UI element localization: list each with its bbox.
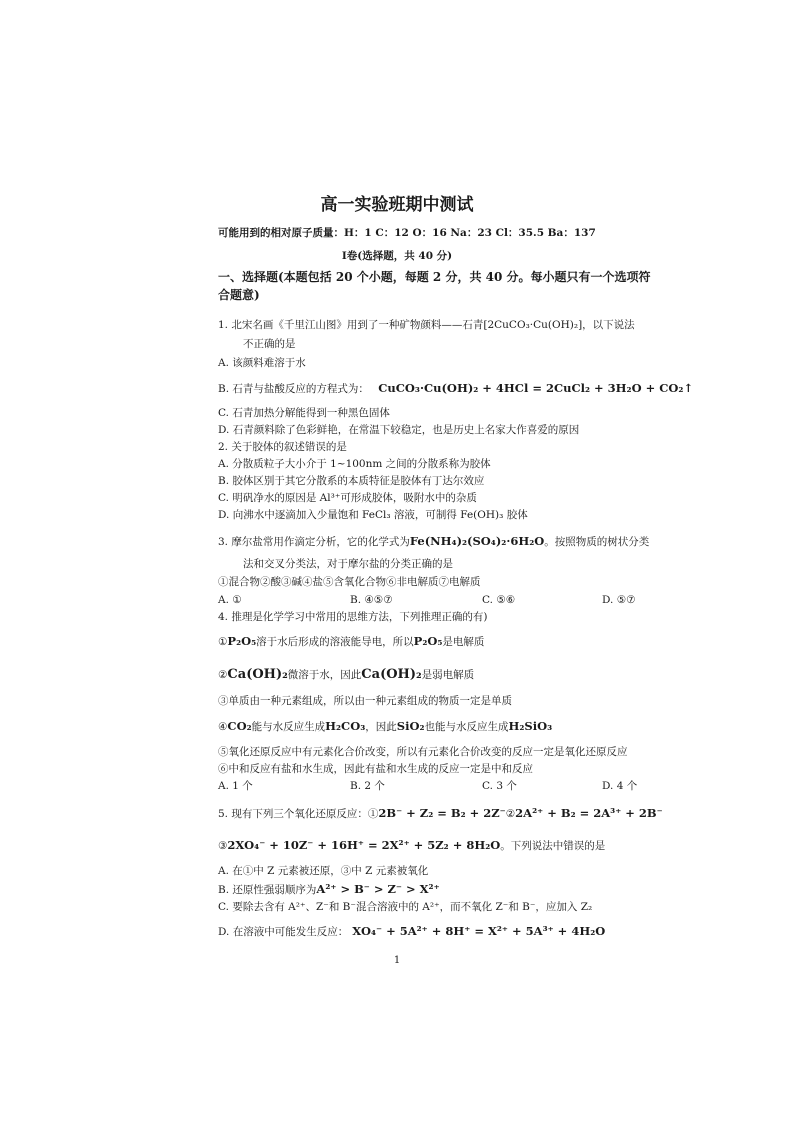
q4-s1-formula2: P₂O₅	[413, 634, 443, 648]
q1-stem-line2: 不正确的是	[243, 338, 296, 350]
q5-reaction-3: 2XO₄⁻ + 10Z⁻ + 16H⁺ = 2X²⁺ + 5Z₂ + 8H₂O	[227, 838, 501, 852]
q4-option-d: D. 4 个	[602, 780, 638, 792]
q4-s4-formula4: H₂SiO₃	[508, 719, 553, 733]
atomic-masses: 可能用到的相对原子质量：H：1 C：12 O：16 Na：23 Cl：35.5 Ba：137	[218, 227, 596, 239]
q1-option-d: D. 石青颜料除了色彩鲜艳，在常温下较稳定，也是历史上名家大作喜爱的原因	[218, 424, 580, 436]
q5-reaction-1: 2B⁻ + Z₂ = B₂ + 2Z⁻	[378, 806, 506, 820]
q4-statement-3: ③单质由一种元素组成，所以由一种元素组成的物质一定是单质	[218, 695, 512, 707]
q2-stem: 2. 关于胶体的叙述错误的是	[218, 441, 347, 453]
q4-s2-text: 微溶于水，因此	[287, 669, 362, 681]
q5-option-d	[218, 924, 605, 939]
q4-s1-marker: ①	[218, 636, 228, 648]
q2-option-a: A. 分散质粒子大小介于 1~100nm 之间的分散系称为胶体	[218, 458, 491, 470]
q5-stem-text-b: ②	[505, 808, 516, 820]
q3-stem-text-b: 。按照物质的树状分类	[544, 536, 650, 548]
q4-s4-text3: 也能与水反应生成	[424, 721, 509, 733]
q4-s4-text1: 能与水反应生成	[251, 721, 326, 733]
q5-option-d-text: D. 在溶液中可能发生反应：	[218, 926, 349, 938]
q4-statement-2	[218, 668, 474, 682]
q1-option-b-formula: CuCO₃·Cu(OH)₂ + 4HCl = 2CuCl₂ + 3H₂O + CO₂↑	[378, 381, 694, 395]
q3-option-d: D. ⑤⑦	[602, 594, 636, 606]
q3-stem-line2: 法和交叉分类法，对于摩尔盐的分类正确的是	[243, 558, 453, 570]
q4-statement-4	[218, 719, 552, 734]
q5-reaction-2: 2A²⁺ + B₂ = 2A³⁺ + 2B⁻	[515, 806, 663, 820]
q1-stem-line1: 1. 北宋名画《千里江山图》用到了一种矿物颜料——石青[2CuCO₃·Cu(OH)₂]，以下说法	[218, 319, 635, 331]
q4-option-a: A. 1 个	[218, 780, 253, 792]
q3-formula: Fe(NH₄)₂(SO₄)₂·6H₂O	[409, 534, 545, 548]
q5-stem-text-c: ③	[218, 840, 228, 852]
q5-option-d-formula: XO₄⁻ + 5A²⁺ + 8H⁺ = X²⁺ + 5A³⁺ + 4H₂O	[352, 924, 606, 938]
q5-option-b	[218, 882, 440, 897]
q4-s2-text-end: 是弱电解质	[421, 669, 475, 681]
q4-stem: 4. 推理是化学学习中常用的思维方法，下列推理正确的有)	[218, 611, 488, 623]
q3-option-a: A. ①	[218, 594, 242, 606]
q5-option-a: A. 在①中 Z 元素被还原，③中 Z 元素被氧化	[218, 865, 429, 877]
q1-option-c: C. 石青加热分解能得到一种黑色固体	[218, 407, 390, 419]
q5-stem-text-d: 。下列说法中错误的是	[500, 840, 606, 852]
q4-s4-text2: ，因此	[365, 721, 397, 733]
section-heading-line1: 一、选择题(本题包括 20 个小题，每题 2 分，共 40 分。每小题只有一个选项符	[218, 270, 651, 284]
q4-statement-6: ⑥中和反应有盐和水生成，因此有盐和水生成的反应一定是中和反应	[218, 763, 533, 775]
q4-option-b: B. 2 个	[350, 780, 385, 792]
q5-stem-text-a: 5. 现有下列三个氧化还原反应：①	[218, 808, 379, 820]
q2-option-d: D. 向沸水中逐滴加入少量饱和 FeCl₃ 溶液，可制得 Fe(OH)₃ 胶体	[218, 509, 528, 521]
q4-s2-marker: ②	[218, 669, 228, 681]
q5-stem-line2	[218, 838, 605, 853]
q4-s4-formula3: SiO₂	[396, 719, 425, 733]
q4-statement-1	[218, 634, 484, 649]
page-title: 高一实验班期中测试	[320, 195, 474, 215]
page-number: 1	[393, 955, 401, 966]
q2-option-b: B. 胶体区别于其它分散系的本质特征是胶体有丁达尔效应	[218, 475, 485, 487]
volume-heading: Ⅰ卷(选择题，共 40 分)	[341, 250, 453, 262]
q5-stem-line1	[218, 806, 663, 821]
q3-option-b: B. ④⑤⑦	[350, 594, 393, 606]
q3-options	[218, 593, 662, 607]
q4-s4-formula1: CO₂	[227, 719, 252, 733]
q5-option-b-formula: A²⁺ > B⁻ > Z⁻ > X²⁺	[316, 882, 440, 896]
q5-option-c: C. 要除去含有 A²⁺、Z⁻和 B⁻混合溶液中的 A²⁺，而不氧化 Z⁻和 B⁻，应加入 Z₂	[218, 901, 593, 913]
q4-s1-formula1: P₂O₅	[227, 634, 257, 648]
q4-s1-text: 溶于水后形成的溶液能导电，所以	[256, 636, 414, 648]
q4-options	[218, 779, 662, 793]
q1-option-a: A. 该颜料难溶于水	[218, 357, 306, 369]
q3-stem-text-a: 3. 摩尔盐常用作滴定分析，它的化学式为	[218, 536, 410, 548]
q4-statement-5: ⑤氧化还原反应中有元素化合价改变，所以有元素化合价改变的反应一定是氧化还原反应	[218, 746, 628, 758]
q5-option-b-text: B. 还原性强弱顺序为	[218, 884, 317, 896]
section-heading-line2: 合题意)	[218, 288, 260, 302]
q3-stem-line1	[218, 534, 649, 549]
q3-items: ①混合物②酸③碱④盐⑤含氧化合物⑥非电解质⑦电解质	[218, 576, 481, 588]
q3-option-c: C. ⑤⑥	[482, 594, 516, 606]
q4-s1-text-end: 是电解质	[442, 636, 485, 648]
q1-option-b	[218, 381, 693, 396]
q2-option-c: C. 明矾净水的原因是 Al³⁺可形成胶体，吸附水中的杂质	[218, 492, 477, 504]
q4-option-c: C. 3 个	[482, 780, 517, 792]
q4-s4-formula2: H₂CO₃	[325, 719, 366, 733]
q4-s4-marker: ④	[218, 721, 228, 733]
q4-s2-formula1: Ca(OH)₂	[227, 667, 288, 682]
q1-option-b-text: B. 石青与盐酸反应的方程式为：	[218, 383, 369, 395]
q4-s2-formula2: Ca(OH)₂	[361, 667, 422, 682]
